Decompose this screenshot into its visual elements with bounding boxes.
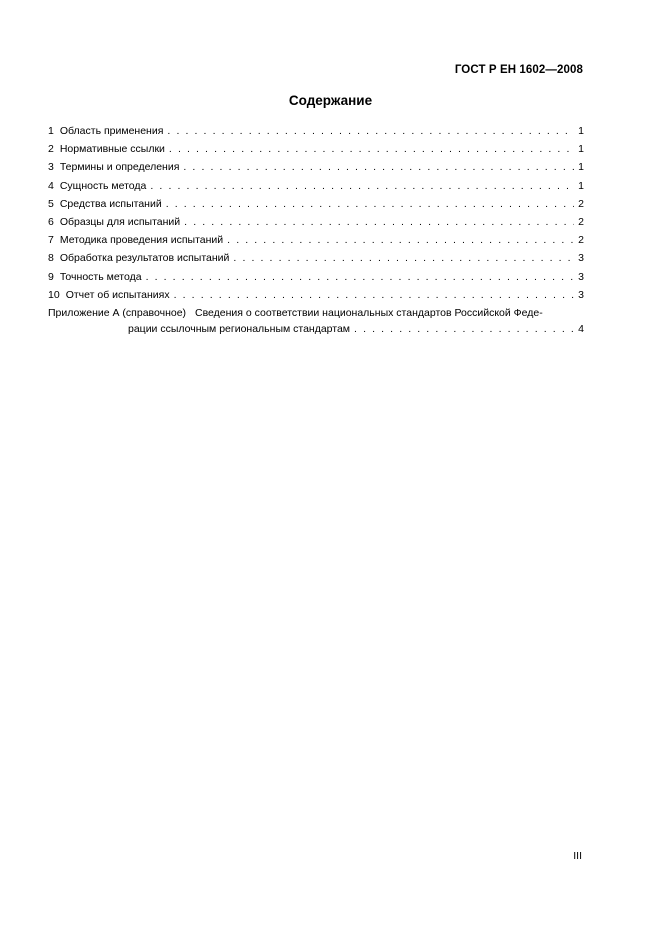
toc-entry-page: 3 bbox=[578, 288, 584, 301]
appendix-title-part1: Сведения о соответствии национальных стандартов Российской Феде- bbox=[194, 306, 543, 319]
dot-leader bbox=[233, 249, 574, 267]
toc-entry-page: 1 bbox=[578, 125, 584, 137]
toc-entry-number: 10 bbox=[48, 288, 60, 301]
toc-entry-label: Область применения bbox=[59, 125, 164, 137]
appendix-head: Приложение А (справочное) bbox=[48, 306, 187, 319]
appendix-title-part2: рации ссылочным региональным стандартам bbox=[128, 322, 351, 335]
toc-entry-number: 7 bbox=[48, 234, 54, 247]
toc-entry-label: Образцы для испытаний bbox=[59, 215, 181, 228]
toc-appendix-entry[interactable] bbox=[48, 305, 584, 337]
toc-entry-page: 3 bbox=[578, 252, 584, 265]
toc-entry[interactable] bbox=[48, 213, 584, 231]
dot-leader bbox=[174, 286, 575, 304]
toc-entry-page: 1 bbox=[578, 161, 584, 174]
toc-entry-label: Сущность метода bbox=[59, 179, 147, 192]
appendix-first-line bbox=[48, 305, 584, 321]
page-number: III bbox=[573, 850, 582, 862]
toc-entry-number: 8 bbox=[48, 252, 54, 265]
dot-leader bbox=[150, 177, 574, 195]
toc-entry[interactable] bbox=[48, 122, 584, 140]
toc-entry-label: Точность метода bbox=[59, 270, 142, 283]
toc-entry[interactable] bbox=[48, 249, 584, 267]
toc-entry-page: 2 bbox=[578, 215, 584, 228]
dot-leader bbox=[183, 158, 574, 176]
toc-entry-number: 9 bbox=[48, 270, 54, 283]
toc-entry-number: 1 bbox=[48, 125, 54, 137]
dot-leader bbox=[166, 195, 574, 213]
toc-entry[interactable] bbox=[48, 231, 584, 249]
dot-leader bbox=[146, 268, 575, 286]
toc-entry-label: Нормативные ссылки bbox=[59, 143, 165, 156]
dot-leader bbox=[227, 231, 574, 249]
toc-entry-label: Методика проведения испытаний bbox=[59, 234, 224, 247]
toc-entry-page: 3 bbox=[578, 270, 584, 283]
dot-leader bbox=[167, 122, 574, 140]
toc-entry-page: 1 bbox=[578, 143, 584, 156]
toc-entry-number: 2 bbox=[48, 143, 54, 156]
toc-entry-number: 6 bbox=[48, 215, 54, 228]
toc-entry[interactable] bbox=[48, 177, 584, 195]
toc-entry[interactable] bbox=[48, 195, 584, 213]
toc-entry-number: 4 bbox=[48, 179, 54, 192]
toc-entry[interactable] bbox=[48, 140, 584, 158]
toc-entry[interactable] bbox=[48, 158, 584, 176]
dot-leader bbox=[354, 321, 574, 337]
table-of-contents bbox=[48, 122, 584, 337]
toc-entry[interactable] bbox=[48, 286, 584, 304]
toc-title: Содержание bbox=[288, 93, 373, 108]
toc-entry-label: Обработка результатов испытаний bbox=[59, 252, 230, 265]
toc-entry-page: 2 bbox=[578, 234, 584, 247]
toc-entry-number: 3 bbox=[48, 161, 54, 174]
appendix-page: 4 bbox=[578, 322, 584, 335]
toc-entry-label: Термины и определения bbox=[59, 161, 180, 174]
document-code: ГОСТ Р ЕН 1602—2008 bbox=[454, 64, 583, 76]
toc-entry[interactable] bbox=[48, 268, 584, 286]
toc-entry-label: Отчет об испытаниях bbox=[65, 288, 170, 301]
toc-entry-label: Средства испытаний bbox=[59, 197, 162, 210]
dot-leader bbox=[184, 213, 574, 231]
toc-entry-number: 5 bbox=[48, 197, 54, 210]
appendix-second-line bbox=[48, 321, 584, 337]
dot-leader bbox=[169, 140, 574, 158]
toc-entry-page: 2 bbox=[578, 197, 584, 210]
toc-entry-page: 1 bbox=[578, 179, 584, 192]
